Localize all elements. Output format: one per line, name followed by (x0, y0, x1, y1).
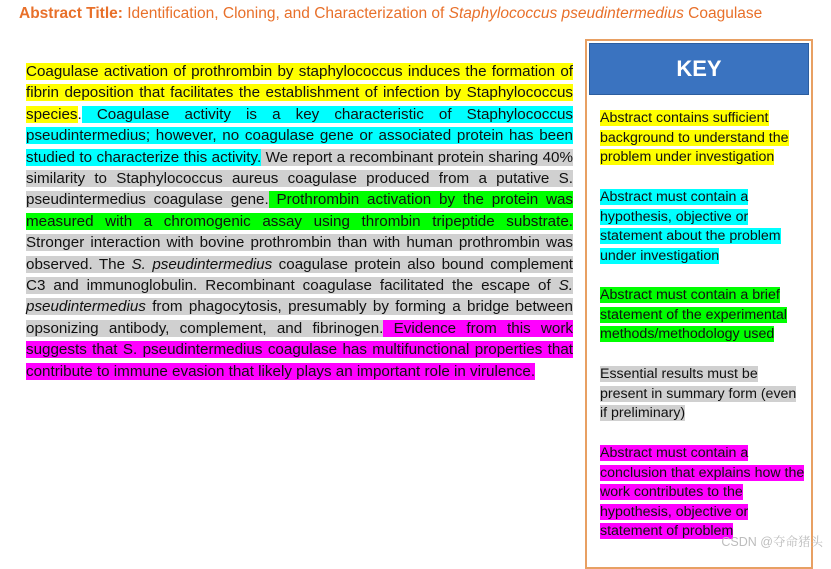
key-item-conclusion-text: Abstract must contain a conclusion that explains how the work contributes to the hypothesis, objective or statement of problem (600, 445, 805, 540)
abstract-body (26, 61, 573, 382)
key-header: KEY (589, 43, 809, 95)
abstract-title (19, 5, 819, 23)
abstract-hypothesis-sentence: Coagulase activity is a key characteristic of Staphylococcus pseudintermedius; however, no coagulase gene or associated protein has been studied to characterize this activity. (26, 105, 573, 166)
abstract-conclusion-sentence: Evidence from this work suggests that S. pseudintermedius coagulase has multifunctional properties that contribute to immune evasion that likely plays an important role in virulence. (26, 319, 573, 380)
key-item-methods-text: Abstract must contain a brief statement of the experimental methods/methodology used (600, 287, 787, 343)
key-item-results-text: Essential results must be present in summary form (even if preliminary) (600, 366, 797, 422)
abstract-results-text: coagulase protein also bound complement C3 and immunoglobulin. Recombinant coagulase facilitated the escape of (26, 255, 574, 295)
abstract-methods-sentence: Prothrombin activation by the protein was measured with a chromogenic assay using thrombin tripeptide substrate. (26, 191, 573, 230)
key-item-hypothesis (600, 188, 805, 266)
abstract-background-sentence: Coagulase activation of prothrombin by staphylococcus induces the formation of fibrin deposition that facilitates the establishment of infection by Staphylococcus species (26, 63, 573, 123)
key-item-background-text: Abstract contains sufficient background to understand the problem under investigation (600, 110, 789, 166)
abstract-results-sentence: We report a recombinant protein sharing 40% similarity to Staphylococcus aureus coagulase produced from a putative S. pseudintermedius coagulase gene. (26, 148, 574, 209)
abstract-title-label: Abstract Title: (19, 5, 123, 22)
abstract-background-period: . (77, 105, 82, 123)
abstract-results-species: S. pseudintermedius (26, 277, 573, 316)
abstract-title-text: Identification, Cloning, and Characterization of (122, 5, 449, 22)
abstract-results-species: S. pseudintermedius (131, 255, 273, 273)
key-item-background (600, 109, 805, 168)
abstract-results-text: from phagocytosis, presumably by forming a bridge between opsonizing antibody, complement, and fibrinogen. (26, 298, 573, 337)
abstract-results-text: Stronger interaction with bovine prothrombin than with human prothrombin was observed. The (26, 234, 573, 273)
key-item-hypothesis-text: Abstract must contain a hypothesis, objective or statement about the problem under investigation (600, 189, 781, 264)
key-panel (585, 39, 813, 569)
abstract-title-species: Staphylococcus pseudintermedius (448, 5, 684, 22)
watermark: CSDN @夺命猪头 (721, 535, 823, 549)
key-item-conclusion (600, 444, 805, 542)
abstract-title-suffix: Coagulase (683, 5, 763, 22)
key-item-methods (600, 286, 805, 345)
key-item-results (600, 365, 805, 424)
